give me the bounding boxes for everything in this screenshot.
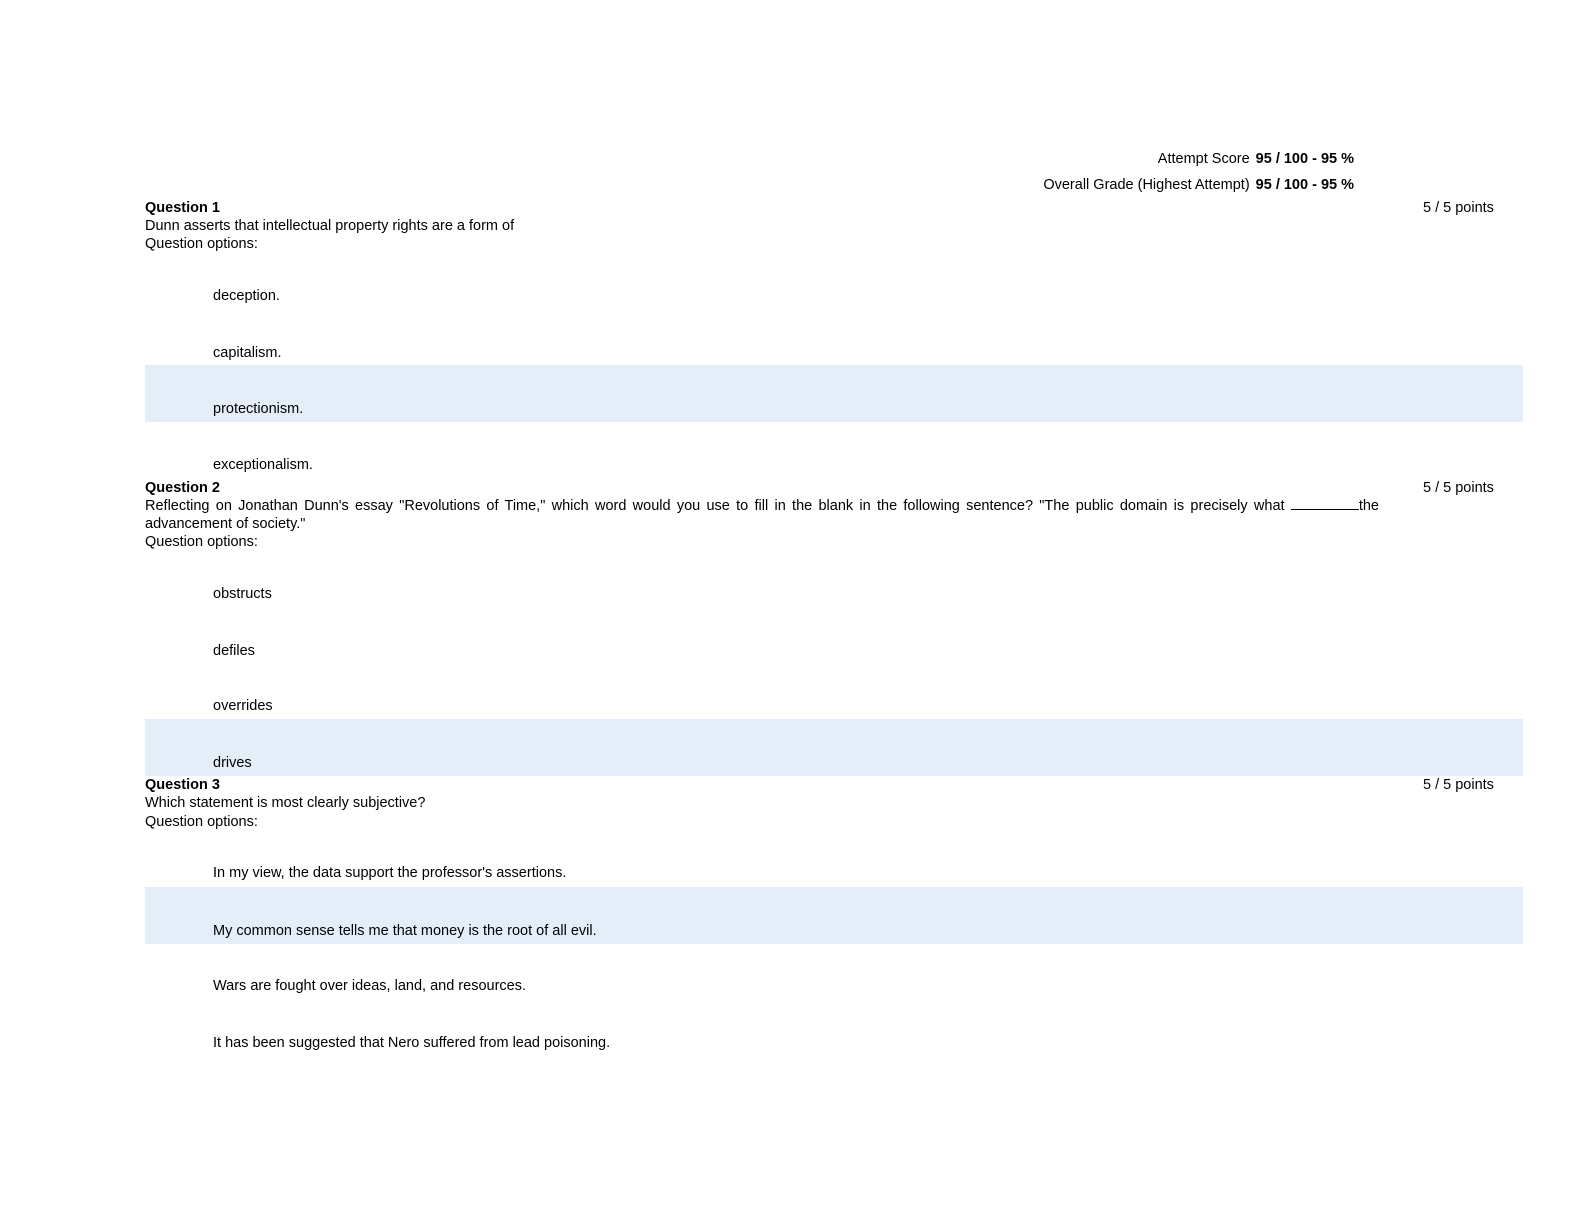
fill-in-blank [1291, 497, 1359, 510]
question-3-title: Question 3 [145, 777, 220, 793]
q2-option-2[interactable]: defiles [213, 643, 255, 659]
overall-grade-label: Overall Grade (Highest Attempt) [1043, 177, 1250, 193]
overall-grade [1043, 176, 1354, 194]
q2-option-1[interactable]: obstructs [213, 586, 272, 602]
question-1-text: Dunn asserts that intellectual property rights are a form of [145, 218, 515, 234]
question-3-text: Which statement is most clearly subjective? [145, 795, 426, 811]
q3-option-4[interactable]: It has been suggested that Nero suffered from lead poisoning. [213, 1035, 611, 1051]
q1-option-4[interactable]: exceptionalism. [213, 457, 313, 473]
question-2-text-before: Reflecting on Jonathan Dunn's essay "Revolutions of Time," which word would you use to fill in the blank in the following sentence? "The public domain is precisely what [145, 498, 1285, 514]
overall-grade-value: 95 / 100 - 95 % [1255, 177, 1354, 193]
attempt-score-label: Attempt Score [1157, 151, 1250, 167]
q1-option-3[interactable]: protectionism. [213, 401, 304, 417]
question-1-title: Question 1 [145, 200, 220, 216]
question-2-text [145, 497, 1379, 533]
question-2-options-label: Question options: [145, 534, 258, 550]
question-2-title: Question 2 [145, 480, 220, 496]
attempt-score-value: 95 / 100 - 95 % [1255, 151, 1354, 167]
question-3-points: 5 / 5 points [1423, 777, 1494, 793]
q3-option-3[interactable]: Wars are fought over ideas, land, and resources. [213, 978, 526, 994]
selected-answer-highlight-q2 [145, 719, 1523, 776]
q3-option-2[interactable]: My common sense tells me that money is the root of all evil. [213, 923, 597, 939]
question-2-points: 5 / 5 points [1423, 480, 1494, 496]
q2-option-3[interactable]: overrides [213, 698, 273, 714]
attempt-score [1158, 150, 1354, 168]
q1-option-1[interactable]: deception. [213, 288, 280, 304]
question-1-points: 5 / 5 points [1423, 200, 1494, 216]
question-2-text-after: the advancement of society." [145, 498, 1380, 532]
q1-option-2[interactable]: capitalism. [213, 345, 282, 361]
selected-answer-highlight-q1 [145, 365, 1523, 422]
q3-option-1[interactable]: In my view, the data support the professor's assertions. [213, 865, 567, 881]
question-3-options-label: Question options: [145, 814, 258, 830]
question-1-options-label: Question options: [145, 236, 258, 252]
q2-option-4[interactable]: drives [213, 755, 252, 771]
